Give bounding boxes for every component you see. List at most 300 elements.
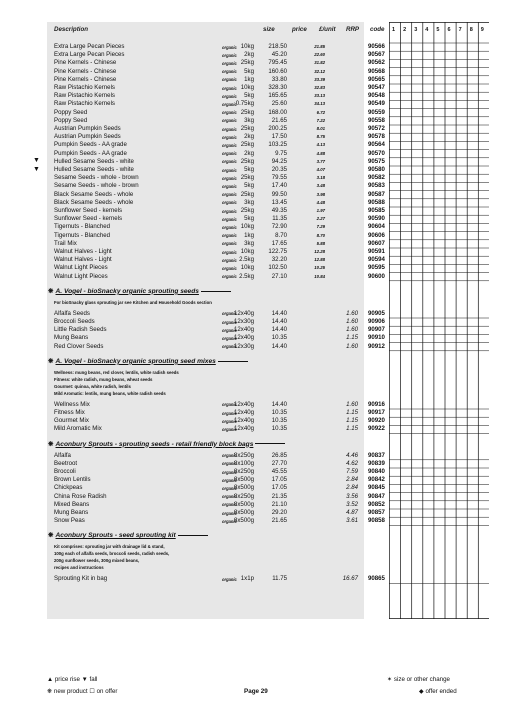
item-rrp: 1.15	[346, 334, 358, 342]
organic-tag: organic	[222, 274, 237, 280]
item-size: 12x30g	[234, 318, 254, 325]
organic-tag: organic	[222, 257, 237, 263]
item-price: 17.05	[271, 476, 287, 484]
product-row	[0, 182, 515, 190]
organic-tag: organic	[222, 60, 237, 66]
section-item-row	[0, 417, 515, 425]
product-price: 17.65	[271, 239, 287, 247]
product-price: 8.70	[275, 231, 287, 239]
product-unit-price: 12.88	[314, 257, 325, 263]
product-description: Walnut Halves - Light	[54, 256, 112, 264]
product-unit-price: 4.48	[316, 199, 325, 205]
item-size: 12x40g	[234, 417, 254, 425]
product-description: Walnut Light Pieces	[54, 272, 108, 280]
product-row	[0, 191, 515, 199]
new-product-icon: ❋	[48, 357, 54, 365]
grid-column-number: 3	[414, 27, 418, 33]
product-row	[0, 68, 515, 76]
item-code: 90837	[368, 451, 385, 459]
product-unit-price: 12.28	[314, 249, 325, 254]
product-size: 1kg	[244, 231, 254, 239]
item-code: 90865	[368, 575, 385, 583]
product-size: 2.5kg	[239, 256, 254, 264]
organic-tag: organic	[222, 93, 237, 99]
new-product-icon: ❋	[48, 440, 54, 448]
product-description: Raw Pistachio Kernels	[54, 100, 115, 108]
item-size: 12x40g	[234, 334, 254, 342]
product-description: Black Sesame Seeds - whole	[54, 198, 134, 206]
organic-tag: organic	[222, 118, 237, 124]
organic-tag: organic	[222, 241, 237, 247]
organic-tag: organic	[222, 410, 237, 416]
product-price: 33.80	[271, 75, 287, 83]
product-row	[0, 174, 515, 182]
item-price: 21.10	[271, 500, 287, 508]
organic-tag: organic	[222, 208, 237, 214]
product-description: Austrian Pumpkin Seeds	[54, 133, 121, 141]
product-code: 90564	[368, 141, 385, 149]
product-description: Tigernuts - Blanched	[54, 231, 111, 239]
item-description: Snow Peas	[54, 517, 85, 525]
product-size: 25kg	[240, 157, 254, 165]
product-size: 2kg	[244, 51, 254, 59]
product-price: 79.55	[271, 174, 287, 182]
item-description: Broccoli	[54, 468, 76, 475]
section-note: Kit comprises: sprouting jar with drainage lid & stand,	[54, 544, 165, 550]
product-unit-price: 4.88	[316, 150, 325, 156]
organic-tag: organic	[222, 77, 237, 83]
product-size: 3kg	[244, 116, 254, 124]
product-code: 90590	[368, 215, 385, 223]
product-unit-price: 8.75	[316, 134, 325, 140]
item-rrp: 2.84	[346, 476, 358, 484]
organic-tag: organic	[222, 69, 237, 75]
product-size: 25kg	[240, 125, 254, 132]
product-unit-price: 7.29	[316, 224, 325, 230]
product-description: Hulled Sesame Seeds - white	[54, 157, 134, 165]
section-item-row	[0, 326, 515, 334]
organic-tag: organic	[222, 477, 237, 483]
item-rrp: 1.15	[346, 409, 358, 416]
item-code: 90847	[368, 492, 385, 500]
product-code: 90572	[368, 125, 385, 132]
item-code: 90905	[368, 309, 385, 317]
item-rrp: 1.60	[346, 326, 358, 334]
product-code: 90565	[368, 75, 385, 83]
item-rrp: 1.60	[346, 400, 358, 408]
product-size: 2kg	[244, 133, 254, 141]
item-code: 90845	[368, 484, 385, 492]
product-description: Sesame Seeds - whole - brown	[54, 182, 139, 190]
item-price: 45.55	[271, 468, 287, 475]
product-row	[0, 125, 515, 133]
product-description: Walnut Light Pieces	[54, 264, 108, 272]
item-description: Gourmet Mix	[54, 417, 89, 425]
product-price: 168.00	[268, 108, 287, 116]
item-rrp: 3.52	[346, 500, 358, 508]
organic-tag: organic	[222, 453, 237, 459]
product-code: 90566	[368, 43, 385, 50]
organic-tag: organic	[222, 200, 237, 206]
organic-tag: organic	[222, 469, 237, 475]
price-fall-icon: ▼	[33, 165, 40, 173]
product-code: 90547	[368, 84, 385, 91]
product-row	[0, 166, 515, 174]
product-price: 21.65	[271, 116, 287, 124]
product-description: Trail Mix	[54, 239, 77, 247]
organic-tag: organic	[222, 494, 237, 500]
item-code: 90840	[368, 468, 385, 475]
product-size: 5kg	[244, 67, 254, 75]
item-rrp: 2.84	[346, 484, 358, 492]
product-unit-price: 4.07	[316, 167, 325, 172]
product-code: 90578	[368, 133, 385, 141]
product-price: 200.25	[268, 125, 287, 132]
product-size: 5kg	[244, 182, 254, 190]
product-row	[0, 273, 515, 281]
item-description: China Rose Radish	[54, 492, 107, 500]
item-code: 90920	[368, 417, 385, 425]
section-item-row	[0, 501, 515, 509]
item-rrp: 3.61	[346, 517, 358, 525]
item-code: 90922	[368, 425, 385, 433]
product-description: Sunflower Seed - kernels	[54, 215, 123, 223]
grid-column-number: 6	[447, 27, 451, 33]
item-size: 8x500g	[234, 517, 254, 525]
organic-tag: organic	[222, 327, 237, 333]
product-size: 2.5kg	[239, 272, 254, 280]
item-price: 27.70	[271, 459, 287, 467]
item-size: 8x500g	[234, 484, 254, 492]
product-size: 1kg	[244, 75, 254, 83]
product-price: 17.40	[271, 182, 287, 190]
header-description: Description	[54, 26, 89, 33]
section-note: 200g sunflower seeds, 300g mixed beans,	[54, 558, 140, 564]
product-code: 90582	[368, 174, 385, 182]
item-description: Chickpeas	[54, 484, 83, 492]
product-code: 90568	[368, 67, 385, 75]
product-row	[0, 109, 515, 117]
product-unit-price: 3.98	[316, 191, 325, 197]
product-description: Tigernuts - Blanched	[54, 223, 111, 231]
item-rrp: 1.15	[346, 425, 358, 433]
product-row	[0, 256, 515, 264]
section-note: Fitness: white radish, mung beans, wheat seeds	[54, 376, 153, 382]
product-size: 25kg	[240, 108, 254, 116]
product-row	[0, 158, 515, 166]
item-code: 90907	[368, 326, 385, 334]
new-product-icon: ❋	[48, 532, 54, 540]
section-item-row	[0, 484, 515, 492]
product-description: Extra Large Pecan Pieces	[54, 51, 125, 59]
product-price: 72.90	[271, 223, 287, 231]
product-size: 25kg	[240, 190, 254, 198]
organic-tag: organic	[222, 110, 237, 116]
product-code: 90562	[368, 59, 385, 67]
product-unit-price: 3.18	[316, 175, 325, 181]
section-item-row	[0, 452, 515, 460]
price-fall-icon: ▼	[33, 157, 40, 165]
product-description: Pine Kernels - Chinese	[54, 75, 117, 83]
grid-column-number: 8	[469, 27, 473, 33]
item-code: 90839	[368, 459, 385, 467]
section-title	[48, 531, 208, 539]
section-item-row	[0, 493, 515, 501]
product-unit-price: 10.25	[314, 265, 325, 271]
product-row	[0, 141, 515, 149]
organic-tag: organic	[222, 485, 237, 491]
product-code: 90595	[368, 264, 385, 272]
item-description: Broccoli Seeds	[54, 318, 95, 325]
grid-column-number: 1	[392, 27, 396, 33]
item-price: 21.35	[271, 492, 287, 500]
item-size: 8x500g	[234, 509, 254, 516]
organic-tag: organic	[222, 175, 237, 181]
product-description: Poppy Seed	[54, 116, 88, 124]
product-description: Raw Pistachio Kernels	[54, 92, 115, 100]
item-size: 8x250g	[234, 492, 254, 500]
item-size: 1x1p	[240, 575, 254, 583]
item-description: Fitness Mix	[54, 409, 85, 416]
product-code: 90591	[368, 248, 385, 255]
item-code: 90910	[368, 334, 385, 342]
product-row	[0, 133, 515, 141]
page-number: Page 29	[244, 688, 268, 695]
section-title-text: Aconbury Sprouts - sprouting seeds - retail friendly block bags	[55, 440, 254, 448]
product-code: 90587	[368, 190, 385, 198]
product-code: 90594	[368, 256, 385, 264]
section-item-row	[0, 310, 515, 318]
product-row	[0, 117, 515, 125]
item-code: 90906	[368, 318, 385, 325]
product-size: 25kg	[240, 174, 254, 182]
section-item-row	[0, 334, 515, 342]
header-price: price	[292, 26, 307, 33]
product-size: 10kg	[240, 43, 254, 50]
product-price: 103.25	[268, 141, 287, 149]
item-code: 90858	[368, 517, 385, 525]
organic-tag: organic	[222, 335, 237, 341]
section-divider	[255, 443, 285, 444]
item-description: Mung Beans	[54, 334, 89, 342]
item-price: 14.40	[271, 309, 287, 317]
item-description: Little Radish Seeds	[54, 326, 107, 334]
section-item-row	[0, 318, 515, 326]
product-unit-price: 8.01	[316, 126, 325, 131]
product-unit-price: 3.77	[316, 158, 325, 164]
item-price: 10.35	[271, 334, 287, 342]
item-size: 12x40g	[234, 309, 254, 317]
item-rrp: 7.59	[346, 468, 358, 475]
section-item-row	[0, 468, 515, 476]
product-code: 90548	[368, 92, 385, 100]
product-price: 795.45	[268, 59, 287, 67]
organic-tag: organic	[222, 142, 237, 148]
section-note: recipes and instructions	[54, 565, 104, 571]
item-rrp: 4.62	[346, 459, 358, 467]
product-size: 10kg	[240, 248, 254, 255]
product-description: Austrian Pumpkin Seeds	[54, 125, 121, 132]
item-description: Mung Beans	[54, 509, 89, 516]
product-price: 20.35	[271, 166, 287, 173]
product-price: 328.30	[268, 84, 287, 91]
section-item-row	[0, 425, 515, 433]
product-description: Pumpkin Seeds - AA grade	[54, 149, 127, 157]
product-unit-price: 1.97	[316, 208, 325, 213]
item-rrp: 3.56	[346, 492, 358, 500]
product-row	[0, 100, 515, 108]
product-row	[0, 76, 515, 84]
product-code: 90580	[368, 166, 385, 173]
legend-size-change: ✶ size or other change	[387, 676, 450, 683]
item-size: 8x500g	[234, 476, 254, 484]
product-size: 25kg	[240, 59, 254, 67]
product-unit-price: 7.22	[316, 117, 325, 123]
product-price: 25.60	[271, 100, 287, 108]
product-row	[0, 92, 515, 100]
organic-tag: organic	[222, 265, 237, 271]
organic-tag: organic	[222, 224, 237, 230]
item-price: 14.40	[271, 342, 287, 350]
organic-tag: organic	[222, 183, 237, 189]
product-code: 90575	[368, 157, 385, 165]
section-item-row	[0, 343, 515, 351]
item-code: 90912	[368, 342, 385, 350]
item-description: Alfalfa	[54, 451, 71, 459]
item-description: Sprouting Kit in bag	[54, 575, 108, 583]
organic-tag: organic	[222, 249, 237, 255]
section-title-text: A. Vogel - bioSnacky organic sprouting seed mixes	[55, 357, 216, 365]
product-code: 90549	[368, 100, 385, 108]
section-item-row	[0, 476, 515, 484]
item-code: 90857	[368, 509, 385, 516]
product-price: 17.50	[271, 133, 287, 141]
legend-price-change: ▲ price rise ▼ fall	[47, 676, 98, 683]
item-rrp: 4.87	[346, 509, 358, 516]
grid-column-number: 5	[436, 27, 440, 33]
product-description: Sunflower Seed - kernels	[54, 207, 123, 214]
section-note: For bioSnacky glass sprouting jar see Kitchen and Household Goods section	[54, 299, 212, 305]
item-size: 8x250g	[234, 451, 254, 459]
organic-tag: organic	[222, 510, 237, 516]
product-row	[0, 199, 515, 207]
product-price: 94.25	[271, 157, 287, 165]
product-row	[0, 84, 515, 92]
product-unit-price: 4.13	[316, 142, 325, 148]
legend-new-offer: ❋ new product ☐ on offer	[47, 688, 118, 695]
item-size: 12x40g	[234, 425, 254, 433]
item-price: 14.40	[271, 318, 287, 325]
product-code: 90600	[368, 272, 385, 280]
product-size: 3kg	[244, 198, 254, 206]
legend-offer-ended: ◆ offer ended	[419, 688, 457, 695]
item-code: 90917	[368, 409, 385, 416]
organic-tag: organic	[222, 461, 237, 467]
section-title-text: A. Vogel - bioSnacky organic sprouting seeds	[55, 287, 199, 295]
product-unit-price: 32.83	[314, 85, 325, 90]
organic-tag: organic	[222, 101, 237, 107]
organic-tag: organic	[222, 576, 237, 582]
section-note: Gourmet: quinoa, white radish, lentils	[54, 383, 131, 389]
product-description: Extra Large Pecan Pieces	[54, 43, 125, 50]
header-code: code	[370, 26, 385, 33]
item-price: 29.20	[271, 509, 287, 516]
item-description: Red Clover Seeds	[54, 342, 104, 350]
organic-tag: organic	[222, 418, 237, 424]
section-note: 100g each of alfalfa seeds, broccoli seeds, radish seeds,	[54, 551, 170, 557]
product-size: 2kg	[244, 149, 254, 157]
product-price: 122.75	[268, 248, 287, 255]
product-description: Pumpkin Seeds - AA grade	[54, 141, 127, 149]
item-price: 26.85	[271, 451, 287, 459]
product-description: Sesame Seeds - whole - brown	[54, 174, 139, 182]
product-unit-price: 6.72	[316, 109, 325, 115]
item-code: 90842	[368, 476, 385, 484]
product-unit-price: 10.84	[314, 273, 325, 279]
organic-tag: organic	[222, 402, 237, 408]
product-code: 90604	[368, 223, 385, 231]
item-code: 90852	[368, 500, 385, 508]
section-item-row	[0, 401, 515, 409]
grid-column-number: 9	[480, 27, 484, 33]
item-price: 10.35	[271, 425, 287, 433]
item-rrp: 16.67	[342, 575, 358, 583]
organic-tag: organic	[222, 319, 237, 325]
item-description: Beetroot	[54, 459, 78, 467]
product-row	[0, 59, 515, 67]
grid-column-number: 2	[403, 27, 407, 33]
product-unit-price: 5.88	[316, 240, 325, 246]
product-code: 90606	[368, 231, 385, 239]
item-size: 8x250g	[234, 468, 254, 475]
item-price: 17.05	[271, 484, 287, 492]
item-description: Mixed Beans	[54, 500, 90, 508]
product-unit-price: 33.13	[314, 93, 325, 99]
organic-tag: organic	[222, 233, 237, 239]
product-code: 90567	[368, 51, 385, 59]
item-price: 10.35	[271, 417, 287, 425]
section-title	[48, 440, 285, 448]
item-code: 90916	[368, 400, 385, 408]
item-rrp: 1.60	[346, 309, 358, 317]
product-price: 218.50	[268, 43, 287, 50]
product-code: 90607	[368, 239, 385, 247]
product-row	[0, 207, 515, 215]
product-row	[0, 248, 515, 256]
header-unit: £/unit	[319, 26, 336, 33]
product-row	[0, 264, 515, 272]
section-item-row	[0, 509, 515, 517]
item-price: 10.35	[271, 409, 287, 416]
product-size: 10kg	[240, 84, 254, 91]
organic-tag: organic	[222, 159, 237, 165]
product-size: 0.75kg	[235, 100, 254, 108]
section-divider	[201, 291, 231, 292]
product-description: Pine Kernels - Chinese	[54, 67, 117, 75]
product-unit-price: 3.48	[316, 183, 325, 189]
product-size: 5kg	[244, 92, 254, 100]
product-price: 11.35	[272, 215, 287, 223]
product-description: Pine Kernels - Chinese	[54, 59, 117, 67]
product-unit-price: 22.60	[314, 52, 325, 58]
item-rrp: 4.46	[346, 451, 358, 459]
item-size: 8x100g	[234, 459, 254, 467]
product-price: 160.60	[268, 67, 287, 75]
organic-tag: organic	[222, 167, 237, 173]
product-price: 27.10	[271, 272, 287, 280]
section-note: Wellness: mung beans, red clover, lentils, white radish seeds	[54, 369, 179, 375]
product-code: 90558	[368, 116, 385, 124]
